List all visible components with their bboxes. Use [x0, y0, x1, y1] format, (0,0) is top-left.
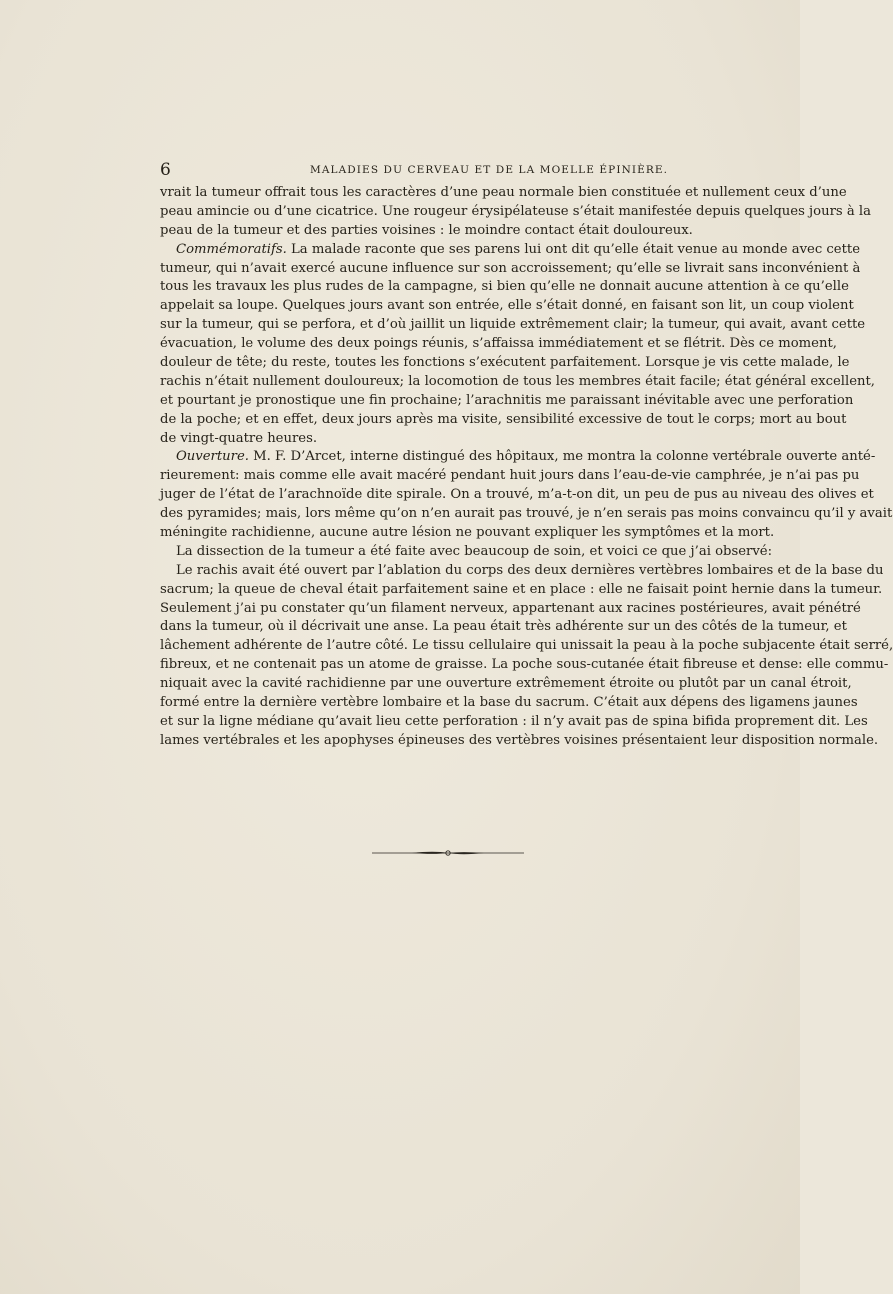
- end-ornament-rule: [372, 848, 524, 858]
- text-line: des pyramides; mais, lors même qu’on n’en aurait pas trouvé, je n’en serais pas moins convaincu qu’il y avait: [160, 506, 893, 522]
- text-line: [160, 448, 876, 467]
- text-line: méningite rachidienne, aucune autre lésion ne pouvant expliquer les symptômes et la mort.: [160, 525, 775, 541]
- text-line: lâchement adhérente de l’autre côté. Le tissu cellulaire qui unissait la peau à la poche subjacente était serré,: [160, 638, 893, 654]
- text-line: et sur la ligne médiane qu’avait lieu cette perforation : il n’y avait pas de spina bifida proprement dit. Les: [160, 713, 868, 729]
- text-line: tous les travaux les plus rudes de la campagne, si bien qu’elle ne donnait aucune attention à ce qu’elle: [160, 279, 849, 295]
- text-line: rieurement: mais comme elle avait macéré pendant huit jours dans l’eau-de-vie camphrée, je n’ai pas pu: [160, 468, 860, 484]
- text-line: de la poche; et en effet, deux jours après ma visite, sensibilité excessive de tout le corps; mort au bout: [160, 411, 847, 427]
- page-number: 6: [160, 160, 171, 180]
- text-line-content: La malade raconte que ses parens lui ont dit qu’elle était venue au monde avec cette: [291, 241, 861, 257]
- text-line: rachis n’était nullement douloureux; la locomotion de tous les membres était facile; état général excellent,: [160, 373, 875, 389]
- text-line: tumeur, qui n’avait exercé aucune influence sur son accroissement; qu’elle se livrait sans inconvénient à: [160, 260, 861, 276]
- text-line: formé entre la dernière vertèbre lombaire et la base du sacrum. C’était aux dépens des ligamens jaunes: [160, 695, 858, 711]
- text-line: appelait sa loupe. Quelques jours avant son entrée, elle s’était donné, en faisant son lit, un coup violent: [160, 298, 854, 314]
- text-line: dans la tumeur, où il décrivait une anse. La peau était très adhérente sur un des côtés de la tumeur, et: [160, 619, 847, 635]
- text-line: fibreux, et ne contenait pas un atome de graisse. La poche sous-cutanée était fibreuse et dense: elle commu-: [160, 657, 889, 673]
- text-line: Le rachis avait été ouvert par l’ablation du corps des deux dernières vertèbres lombaires et de la base du: [176, 562, 884, 578]
- text-line: peau de la tumeur et des parties voisines : le moindre contact était douloureux.: [160, 222, 693, 238]
- body-text: [160, 184, 893, 751]
- text-line: juger de l’état de l’arachnoïde dite spirale. On a trouvé, m’a-t-on dit, un peu de pus au niveau des olives et: [160, 487, 874, 503]
- text-line: vrait la tumeur offrait tous les caractères d’une peau normale bien constituée et nullement ceux d’une: [160, 185, 847, 200]
- running-head: MALADIES DU CERVEAU ET DE LA MOELLE ÉPINIÈRE.: [310, 164, 669, 176]
- text-line: lames vertébrales et les apophyses épineuses des vertèbres voisines présentaient leur disposition normale.: [160, 732, 879, 748]
- text-line: peau amincie ou d’une cicatrice. Une rougeur érysipélateuse s’était manifestée depuis quelques jours à la: [160, 203, 871, 219]
- section-run-in-ouverture: Ouverture.: [176, 449, 249, 465]
- text-line: et pourtant je pronostique une fin prochaine; l’arachnitis me paraissant inévitable avec une perforation: [160, 392, 854, 408]
- section-run-in-commemoratifs: Commémoratifs.: [176, 241, 287, 257]
- text-line: niquait avec la cavité rachidienne par une ouverture extrêmement étroite ou plutôt par un canal étroit,: [160, 676, 852, 692]
- text-line: Seulement j’ai pu constater qu’un filament nerveux, appartenant aux racines postérieures, avait pénétré: [160, 600, 861, 616]
- text-line: sacrum; la queue de cheval était parfaitement saine et en place : elle ne faisait point hernie dans la tumeur.: [160, 581, 883, 597]
- text-line: sur la tumeur, qui se perfora, et d’où jaillit un liquide extrêmement clair; la tumeur, qui avait, avant cette: [160, 317, 866, 333]
- text-line: douleur de tête; du reste, toutes les fonctions s’exécutent parfaitement. Lorsque je vis cette malade, le: [160, 355, 850, 371]
- text-line-content: M. F. D’Arcet, interne distingué des hôpitaux, me montra la colonne vertébrale ouverte anté-: [253, 449, 876, 465]
- text-line: [160, 241, 861, 260]
- text-line: La dissection de la tumeur a été faite avec beaucoup de soin, et voici ce que j’ai observé:: [176, 543, 773, 559]
- text-line: évacuation, le volume des deux poings réunis, s’affaissa immédiatement et se flétrit. Dès ce moment,: [160, 336, 837, 352]
- text-line: de vingt-quatre heures.: [160, 430, 318, 446]
